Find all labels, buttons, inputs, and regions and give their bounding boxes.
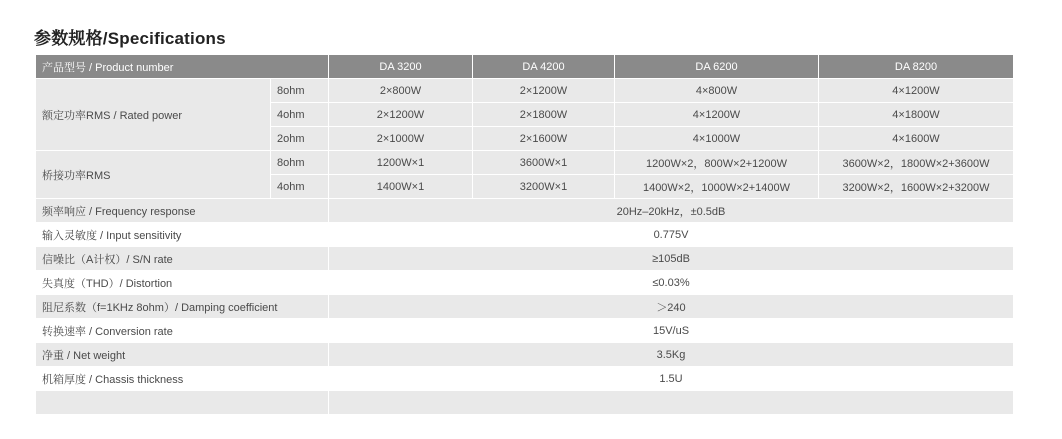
table-cell: 4×800W [615,79,819,103]
table-cell: 2×1600W [473,127,615,151]
spec-label-conversion-rate: 转换速率 / Conversion rate [36,319,329,343]
spec-label-distortion: 失真度（THD）/ Distortion [36,271,329,295]
table-cell: 2×1200W [473,79,615,103]
table-cell: 1400W×1 [329,175,473,199]
table-cell: 1200W×2，800W×2+1200W [615,151,819,175]
load-label: 8ohm [271,151,329,175]
page-title: 参数规格/Specifications [34,29,226,48]
spec-value-frequency-response: 20Hz–20kHz，±0.5dB [329,199,1014,223]
rated-power-label: 额定功率RMS / Rated power [36,79,271,151]
bridge-power-label: 桥接功率RMS [36,151,271,199]
blank-cell [329,391,1014,415]
load-label: 8ohm [271,79,329,103]
table-row [36,367,1014,391]
table-cell: 2×1200W [329,103,473,127]
table-cell: 4×1200W [615,103,819,127]
spec-value-chassis-thickness: 1.5U [329,367,1014,391]
table-row [36,247,1014,271]
specifications-table [35,54,1014,415]
spec-value-input-sensitivity: 0.775V [329,223,1014,247]
spec-value-sn-rate: ≥105dB [329,247,1014,271]
table-row [36,199,1014,223]
table-row [36,319,1014,343]
table-row-blank [36,391,1014,415]
table-row [36,295,1014,319]
table-cell: 4×1600W [819,127,1014,151]
spec-value-conversion-rate: 15V/uS [329,319,1014,343]
load-label: 4ohm [271,175,329,199]
model-da6200: DA 6200 [615,55,819,79]
table-cell: 4×1200W [819,79,1014,103]
table-cell: 4×1000W [615,127,819,151]
model-da8200: DA 8200 [819,55,1014,79]
spec-label-chassis-thickness: 机箱厚度 / Chassis thickness [36,367,329,391]
model-da4200: DA 4200 [473,55,615,79]
spec-value-net-weight: 3.5Kg [329,343,1014,367]
table-cell: 3600W×2，1800W×2+3600W [819,151,1014,175]
spec-label-input-sensitivity: 输入灵敏度 / Input sensitivity [36,223,329,247]
table-cell: 2×1800W [473,103,615,127]
table-cell: 4×1800W [819,103,1014,127]
load-label: 2ohm [271,127,329,151]
table-cell: 3200W×2，1600W×2+3200W [819,175,1014,199]
table-row [36,271,1014,295]
load-label: 4ohm [271,103,329,127]
table-row [36,79,1014,103]
table-row [36,343,1014,367]
table-row [36,151,1014,175]
spec-value-distortion: ≤0.03% [329,271,1014,295]
model-da3200: DA 3200 [329,55,473,79]
table-cell: 2×800W [329,79,473,103]
table-cell: 3600W×1 [473,151,615,175]
spec-label-net-weight: 净重 / Net weight [36,343,329,367]
spec-value-damping-coefficient: ＞240 [329,295,1014,319]
table-row [36,223,1014,247]
spec-label-sn-rate: 信噪比（A计权）/ S/N rate [36,247,329,271]
table-cell: 3200W×1 [473,175,615,199]
spec-label-frequency-response: 频率响应 / Frequency response [36,199,329,223]
spec-label-damping-coefficient: 阻尼系数（f=1KHz 8ohm）/ Damping coefficient [36,295,329,319]
product-number-label: 产品型号 / Product number [36,55,329,79]
table-cell: 1400W×2，1000W×2+1400W [615,175,819,199]
table-header-row [36,55,1014,79]
table-cell: 1200W×1 [329,151,473,175]
table-cell: 2×1000W [329,127,473,151]
blank-cell [36,391,329,415]
